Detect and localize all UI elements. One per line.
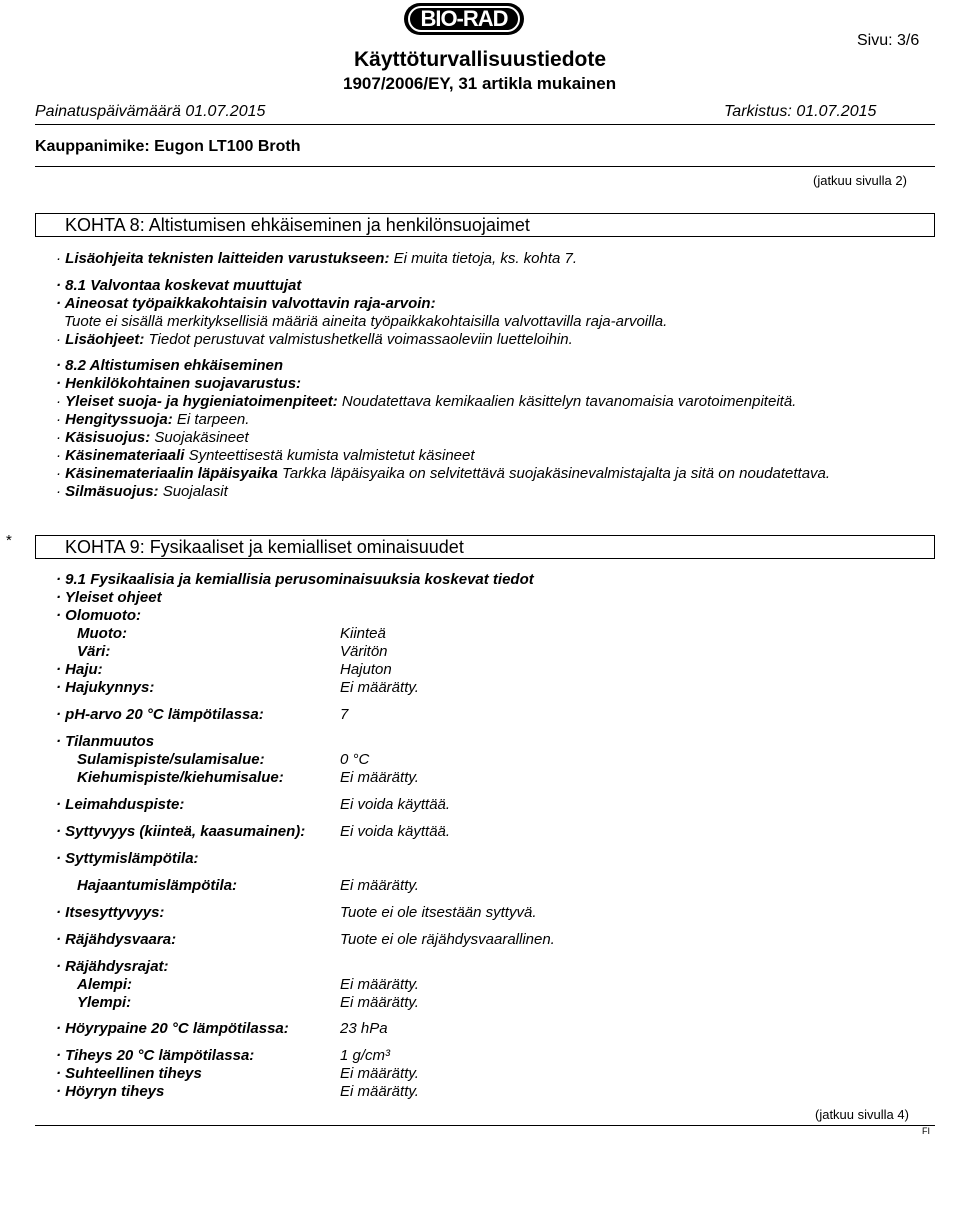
boiling-label: Kiehumispiste/kiehumisalue: xyxy=(77,769,284,786)
s82-title: · 8.2 Altistumisen ehkäiseminen xyxy=(56,357,284,374)
section-9-header xyxy=(35,535,935,559)
section-8-header xyxy=(35,213,935,237)
odor-threshold-label: · Hajukynnys: xyxy=(56,679,155,696)
extra-info-row: · Lisäohjeita teknisten laitteiden varustukseen: Ei muita tietoja, ks. kohta 7. xyxy=(56,250,578,267)
penetration-row: · Käsinemateriaalin läpäisyaika Tarkka läpäisyaika on selvitettävä suojakäsinevalmistajalta ja sitä on noudatettava. xyxy=(56,465,831,482)
product-name: Kauppanimike: Eugon LT100 Broth xyxy=(35,138,301,155)
decomposition-label: Hajaantumislämpötila: xyxy=(77,877,238,894)
melting-label: Sulamispiste/sulamisalue: xyxy=(77,751,265,768)
hygiene-value: Noudatettava kemikaalien käsittelyn tavanomaisia varotoimenpiteitä. xyxy=(341,393,797,410)
header-rule-2 xyxy=(35,166,935,167)
vapor-density-value: Ei määrätty. xyxy=(340,1083,419,1100)
eye-label: Silmäsuojus: xyxy=(65,483,159,500)
continued-from: (jatkuu sivulla 2) xyxy=(813,173,907,188)
color-value: Väritön xyxy=(340,643,388,660)
eye-value: Suojalasit xyxy=(162,483,228,500)
revision-asterisk: * xyxy=(6,532,12,549)
section-9-title: KOHTA 9: Fysikaaliset ja kemialliset ominaisuudet xyxy=(65,537,464,557)
footer-rule xyxy=(35,1125,935,1126)
general-label: · Yleiset ohjeet xyxy=(56,589,162,606)
penetration-value: Tarkka läpäisyaika on selvitettävä suojakäsinevalmistajalta ja sitä on noudatettava. xyxy=(281,465,831,482)
melting-value: 0 °C xyxy=(340,751,370,768)
page-number: Sivu: 3/6 xyxy=(857,32,920,49)
resp-value: Ei tarpeen. xyxy=(176,411,250,428)
eye-row: · Silmäsuojus: Suojalasit xyxy=(56,483,228,500)
ingredients-text: Tuote ei sisällä merkityksellisiä määriä aineita työpaikkakohtaisilla valvottavilla raja-arvoilla. xyxy=(64,313,668,330)
header-rule-1 xyxy=(35,124,935,125)
shape-value: Kiinteä xyxy=(340,625,386,642)
additional-row: · Lisäohjeet: Tiedot perustuvat valmistushetkellä voimassaoleviin luetteloihin. xyxy=(56,331,573,348)
vapor-density-label: · Höyryn tiheys xyxy=(56,1083,165,1100)
flammability-label: · Syttyvyys (kiinteä, kaasumainen): xyxy=(56,823,306,840)
shape-label: Muoto: xyxy=(77,625,127,642)
s81-title: · 8.1 Valvontaa koskevat muuttujat xyxy=(56,277,302,294)
ignition-label: · Syttymislämpötila: xyxy=(56,850,199,867)
lower-limit-label: Alempi: xyxy=(77,976,133,993)
odor-value: Hajuton xyxy=(340,661,392,678)
decomposition-value: Ei määrätty. xyxy=(340,877,419,894)
rel-density-value: Ei määrätty. xyxy=(340,1065,419,1082)
upper-limit-value: Ei määrätty. xyxy=(340,994,419,1011)
bio-rad-logo: BIO-RAD xyxy=(404,3,524,35)
resp-label: Hengityssuoja: xyxy=(65,411,173,428)
s91-title: · 9.1 Fysikaalisia ja kemiallisia perusominaisuuksia koskevat tiedot xyxy=(56,571,534,588)
ingredients-label: · Aineosat työpaikkakohtaisin valvottavin raja-arvoin: xyxy=(56,295,436,312)
ph-value: 7 xyxy=(340,706,349,723)
continued-on: (jatkuu sivulla 4) xyxy=(815,1107,909,1122)
ph-label: · pH-arvo 20 °C lämpötilassa: xyxy=(56,706,264,723)
self-ignition-value: Tuote ei ole itsestään syttyvä. xyxy=(340,904,537,921)
ppe-label: · Henkilökohtainen suojavarustus: xyxy=(56,375,302,392)
odor-threshold-value: Ei määrätty. xyxy=(340,679,419,696)
document-subtitle: 1907/2006/EY, 31 artikla mukainen xyxy=(343,74,617,93)
hand-row: · Käsisuojus: Suojakäsineet xyxy=(56,429,249,446)
additional-label: Lisäohjeet: xyxy=(65,331,145,348)
density-value: 1 g/cm³ xyxy=(340,1047,391,1064)
glove-material-value: Synteettisestä kumista valmistetut käsineet xyxy=(188,447,475,464)
odor-label: · Haju: xyxy=(56,661,103,678)
glove-material-label: Käsinemateriaali xyxy=(65,447,185,464)
print-date: Painatuspäivämäärä 01.07.2015 xyxy=(35,103,266,120)
vapor-pressure-value: 23 hPa xyxy=(340,1020,388,1037)
form-label: · Olomuoto: xyxy=(56,607,141,624)
state-change-label: · Tilanmuutos xyxy=(56,733,155,750)
revision-date: Tarkistus: 01.07.2015 xyxy=(724,103,877,120)
penetration-label: Käsinemateriaalin läpäisyaika xyxy=(65,465,278,482)
boiling-value: Ei määrätty. xyxy=(340,769,419,786)
resp-row: · Hengityssuoja: Ei tarpeen. xyxy=(56,411,250,428)
color-label: Väri: xyxy=(77,643,111,660)
explosion-label: · Räjähdysvaara: xyxy=(56,931,177,948)
hygiene-label: Yleiset suoja- ja hygieniatoimenpiteet: xyxy=(65,393,338,410)
hygiene-row: · Yleiset suoja- ja hygieniatoimenpiteet: Noudatettava kemikaalien käsittelyn tavanomaisia varotoimenpiteitä. xyxy=(56,393,797,410)
extra-info-value: Ei muita tietoja, ks. kohta 7. xyxy=(393,250,578,267)
section-8-title: KOHTA 8: Altistumisen ehkäiseminen ja henkilönsuojaimet xyxy=(65,215,530,235)
hand-label: Käsisuojus: xyxy=(65,429,151,446)
rel-density-label: · Suhteellinen tiheys xyxy=(56,1065,202,1082)
density-label: · Tiheys 20 °C lämpötilassa: xyxy=(56,1047,255,1064)
explosion-limits-label: · Räjähdysrajat: xyxy=(56,958,169,975)
explosion-value: Tuote ei ole räjähdysvaarallinen. xyxy=(340,931,555,948)
document-title: Käyttöturvallisuustiedote xyxy=(354,48,607,71)
hand-value: Suojakäsineet xyxy=(154,429,249,446)
vapor-pressure-label: · Höyrypaine 20 °C lämpötilassa: xyxy=(56,1020,289,1037)
flash-value: Ei voida käyttää. xyxy=(340,796,451,813)
glove-material-row: · Käsinemateriaali Synteettisestä kumista valmistetut käsineet xyxy=(56,447,475,464)
extra-info-label: Lisäohjeita teknisten laitteiden varustukseen: xyxy=(65,250,390,267)
language-code: FI xyxy=(922,1126,930,1136)
self-ignition-label: · Itsesyttyvyys: xyxy=(56,904,165,921)
lower-limit-value: Ei määrätty. xyxy=(340,976,419,993)
flash-label: · Leimahduspiste: xyxy=(56,796,185,813)
additional-value: Tiedot perustuvat valmistushetkellä voimassaoleviin luetteloihin. xyxy=(148,331,573,348)
flammability-value: Ei voida käyttää. xyxy=(340,823,451,840)
upper-limit-label: Ylempi: xyxy=(77,994,132,1011)
